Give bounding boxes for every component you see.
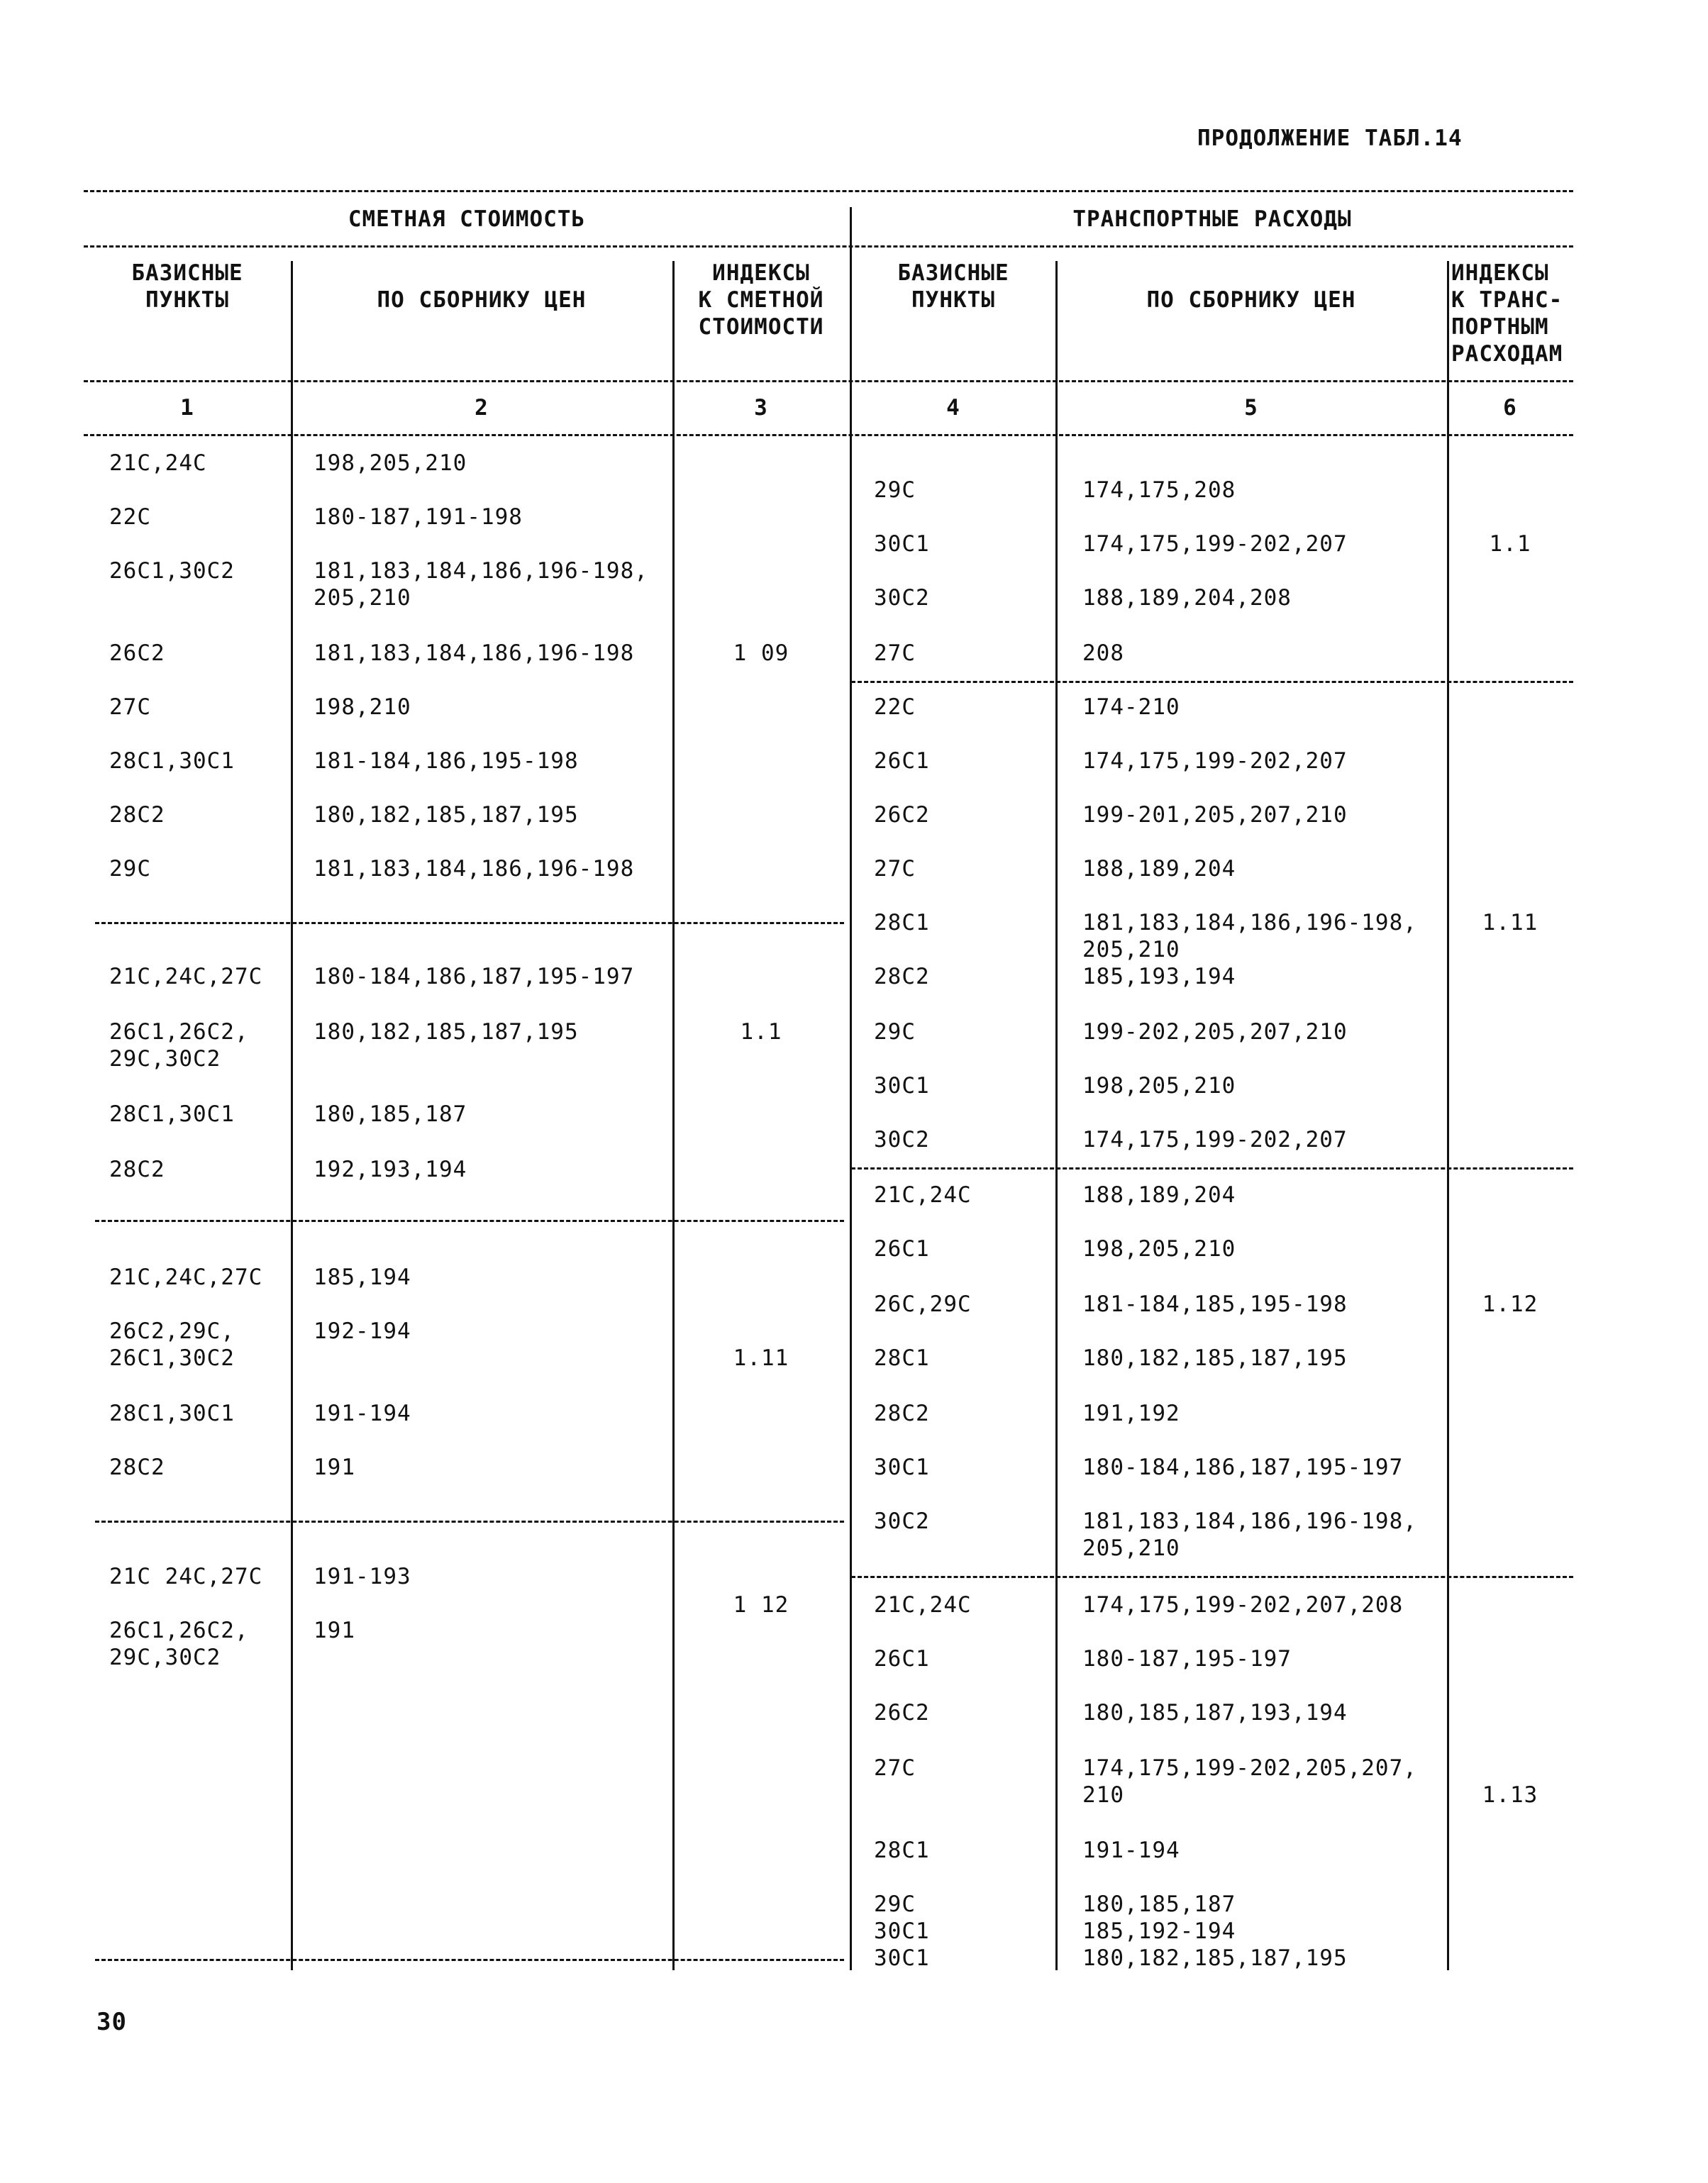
price-book-cell: 174,175,208 [1082,477,1236,503]
price-book-cell: 180,182,185,187,195 [314,1019,579,1045]
price-book-cell: 181,183,184,186,196-198, 205,210 [314,558,648,611]
price-book-cell: 191 [314,1455,355,1480]
basis-point-cell: 26С2 [874,802,930,828]
basis-point-cell: 30С1 [874,1945,930,1971]
basis-point-cell: 26С2 [109,640,165,666]
price-book-cell: 180,182,185,187,195 [1082,1345,1348,1371]
col-number-5: 5 [1244,395,1258,421]
basis-point-cell: 28С2 [874,1401,930,1426]
price-book-cell: 174,175,199-202,207 [1082,748,1348,774]
price-book-cell: 191-194 [314,1401,411,1426]
basis-point-cell: 29С [874,477,916,503]
price-book-cell: 185,193,194 [1082,964,1236,989]
cost-index: 1.1 [740,1019,782,1045]
price-book-cell: 198,205,210 [1082,1073,1236,1099]
vline-col1 [291,261,293,1970]
price-book-cell: 191-194 [1082,1838,1180,1863]
price-book-cell: 191,192 [1082,1401,1180,1426]
price-book-cell: 191 [314,1618,355,1643]
price-book-cell: 188,189,204,208 [1082,585,1292,611]
basis-point-cell: 28С1 [874,910,930,935]
price-book-cell: 199-202,205,207,210 [1082,1019,1348,1045]
basis-point-cell: 28С2 [109,1455,165,1480]
basis-point-cell: 21С,24С [874,1592,972,1618]
basis-point-cell: 22С [874,694,916,720]
cost-index: 1 12 [733,1592,789,1618]
basis-point-cell: 26С,29С [874,1292,972,1317]
rule-top [84,190,1573,192]
price-book-cell: 180,182,185,187,195 [314,802,579,828]
price-book-cell: 174-210 [1082,694,1180,720]
basis-point-cell: 30С2 [874,585,930,611]
price-book-cell: 199-201,205,207,210 [1082,802,1348,828]
continuation-label: ПРОДОЛЖЕНИЕ ТАБЛ.14 [1197,126,1463,151]
price-book-cell: 180,185,187 [314,1101,467,1127]
col-header-price-book: ПО СБОРНИКУ ЦЕН [377,287,587,313]
vline-center [850,207,852,1970]
group-header-estimated-cost: СМЕТНАЯ СТОИМОСТЬ [348,206,586,232]
basis-point-cell: 22С [109,504,151,530]
basis-point-cell: 30С2 [874,1509,930,1534]
price-book-cell: 180,185,187,193,194 [1082,1700,1348,1726]
price-book-cell: 180-187,191-198 [314,504,523,530]
basis-point-cell: 30С2 [874,1127,930,1152]
price-book-cell: 198,205,210 [314,450,467,476]
basis-point-cell: 26С2 [874,1700,930,1726]
price-book-cell: 185,194 [314,1265,411,1290]
basis-point-cell: 28С2 [109,802,165,828]
price-book-cell: 180-184,186,187,195-197 [1082,1455,1404,1480]
vline-col2 [672,261,675,1970]
basis-point-cell: 26С2,29С, 26С1,30С2 [109,1318,235,1371]
col-number-3: 3 [754,395,768,421]
col-header-transport-indices: ИНДЕКСЫ К ТРАНС- ПОРТНЫМ РАСХОДАМ [1451,260,1563,367]
price-book-cell: 188,189,204 [1082,856,1236,882]
col-number-4: 4 [946,395,960,421]
basis-point-cell: 28С1,30С1 [109,748,235,774]
basis-point-cell: 28С1 [874,1838,930,1863]
basis-point-cell: 26С1,30С2 [109,558,235,584]
col-number-6: 6 [1503,395,1517,421]
transport-index: 1.1 [1489,531,1531,557]
basis-point-cell: 21С,24С [109,450,207,476]
price-book-cell: 181,183,184,186,196-198 [314,856,635,882]
rule-group [84,245,1573,248]
vline-col5 [1447,261,1449,1970]
rule-left-block-2 [95,1220,844,1222]
basis-point-cell: 26С1,26С2, 29С,30С2 [109,1618,249,1670]
rule-left-block-3 [95,1521,844,1523]
basis-point-cell: 27С [874,856,916,882]
basis-point-cell: 30С1 [874,1073,930,1099]
rule-right-block-3 [851,1576,1573,1578]
transport-index: 1.13 [1482,1782,1538,1808]
price-book-cell: 185,192-194 [1082,1918,1236,1944]
vline-col4 [1055,261,1058,1970]
basis-point-cell: 28С1,30С1 [109,1101,235,1127]
price-book-cell: 174,175,199-202,207,208 [1082,1592,1404,1618]
cost-index: 1 09 [733,640,789,666]
basis-point-cell: 27С [109,694,151,720]
basis-point-cell: 28С1,30С1 [109,1401,235,1426]
basis-point-cell: 30С1 [874,1918,930,1944]
price-book-cell: 181-184,186,195-198 [314,748,579,774]
col-header-cost-indices: ИНДЕКСЫ К СМЕТНОЙ СТОИМОСТИ [698,260,824,340]
price-book-cell: 180-184,186,187,195-197 [314,964,635,989]
price-book-cell: 174,175,199-202,207 [1082,531,1348,557]
rule-left-block-1 [95,922,844,924]
basis-point-cell: 26С1,26С2, 29С,30С2 [109,1019,249,1072]
col-number-2: 2 [475,395,489,421]
page-number: 30 [96,2008,127,2036]
basis-point-cell: 21С,24С,27С [109,1265,263,1290]
price-book-cell: 198,210 [314,694,411,720]
rule-header-bottom [84,380,1573,382]
price-book-cell: 192,193,194 [314,1157,467,1182]
basis-point-cell: 27С [874,640,916,666]
col-header-price-book-2: ПО СБОРНИКУ ЦЕН [1146,287,1356,313]
price-book-cell: 198,205,210 [1082,1236,1236,1262]
basis-point-cell: 29С [874,1019,916,1045]
col-header-basis-points: БАЗИСНЫЕ ПУНКТЫ [131,260,243,313]
price-book-cell: 181,183,184,186,196-198, 205,210 [1082,1509,1417,1561]
basis-point-cell: 21С,24С [874,1182,972,1208]
basis-point-cell: 28С1 [874,1345,930,1371]
transport-index: 1.11 [1482,910,1538,935]
rule-right-block-1 [851,681,1573,683]
price-book-cell: 180,185,187 [1082,1892,1236,1917]
price-book-cell: 181,183,184,186,196-198, 205,210 [1082,910,1417,962]
basis-point-cell: 26С1 [874,1646,930,1672]
basis-point-cell: 26С1 [874,1236,930,1262]
price-book-cell: 191-193 [314,1564,411,1589]
basis-point-cell: 28С2 [874,964,930,989]
price-book-cell: 180-187,195-197 [1082,1646,1292,1672]
basis-point-cell: 28С2 [109,1157,165,1182]
col-header-basis-points-2: БАЗИСНЫЕ ПУНКТЫ [897,260,1009,313]
basis-point-cell: 26С1 [874,748,930,774]
group-header-transport-costs: ТРАНСПОРТНЫЕ РАСХОДЫ [1072,206,1352,232]
price-book-cell: 174,175,199-202,205,207, 210 [1082,1755,1417,1808]
basis-point-cell: 30С1 [874,531,930,557]
transport-index: 1.12 [1482,1292,1538,1317]
rule-right-block-2 [851,1167,1573,1170]
basis-point-cell: 30С1 [874,1455,930,1480]
price-book-cell: 180,182,185,187,195 [1082,1945,1348,1971]
basis-point-cell: 21С,24С,27С [109,964,263,989]
rule-left-bottom [95,1959,844,1961]
price-book-cell: 181-184,185,195-198 [1082,1292,1348,1317]
basis-point-cell: 29С [109,856,151,882]
col-number-1: 1 [180,395,194,421]
basis-point-cell: 27С [874,1755,916,1781]
basis-point-cell: 29С [874,1892,916,1917]
rule-numbers-bottom [84,434,1573,436]
price-book-cell: 192-194 [314,1318,411,1344]
price-book-cell: 181,183,184,186,196-198 [314,640,635,666]
basis-point-cell: 21С 24С,27С [109,1564,263,1589]
cost-index: 1.11 [733,1345,789,1371]
price-book-cell: 208 [1082,640,1124,666]
price-book-cell: 188,189,204 [1082,1182,1236,1208]
price-book-cell: 174,175,199-202,207 [1082,1127,1348,1152]
